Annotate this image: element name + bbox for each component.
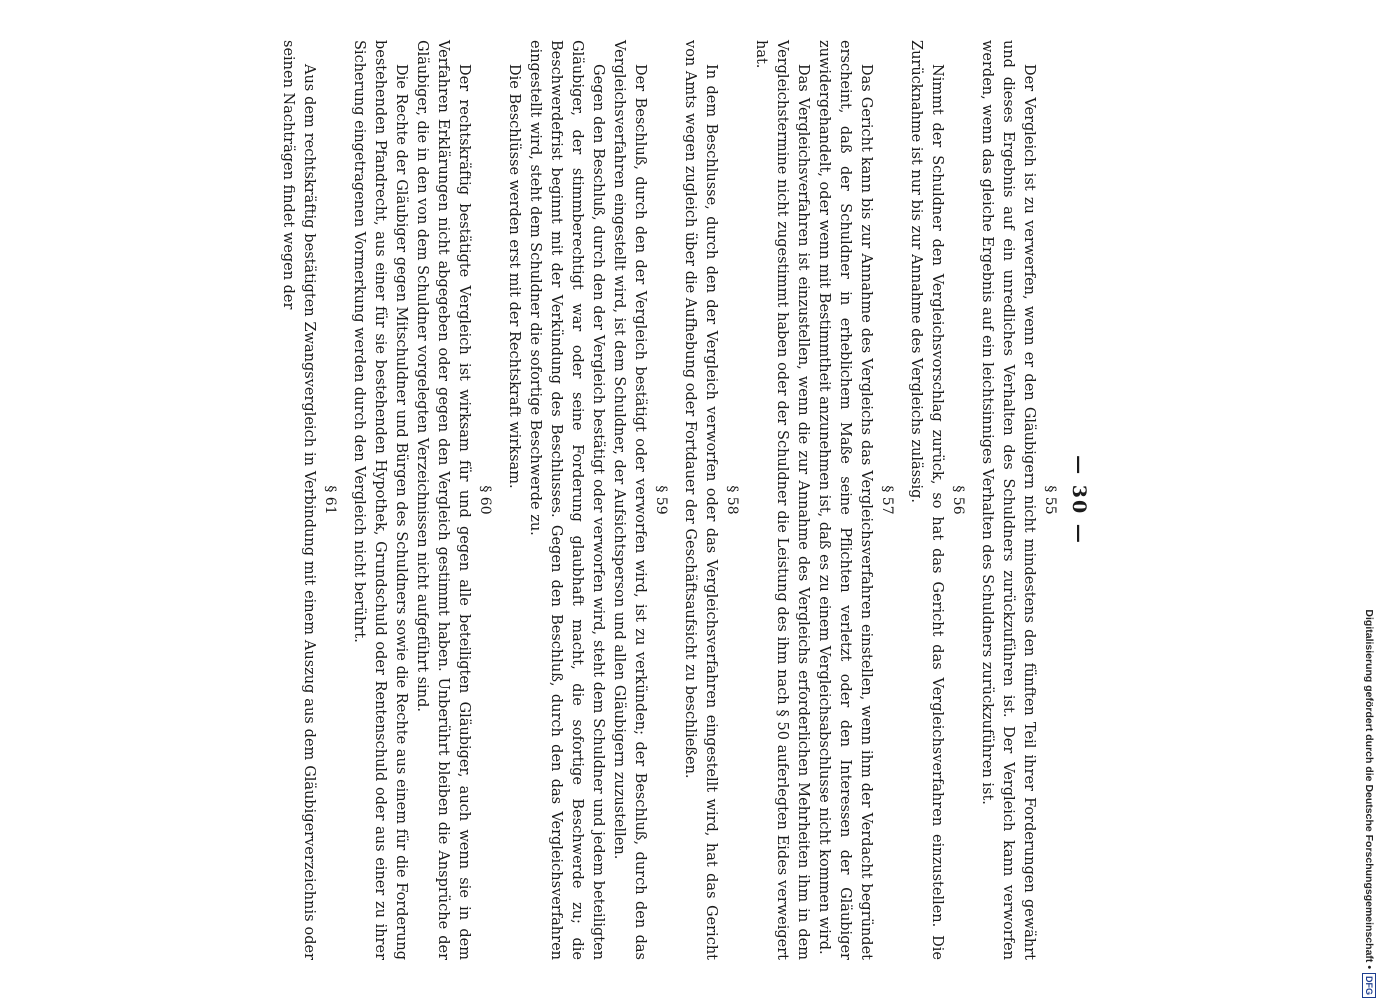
section xyxy=(976,40,1058,960)
paragraph: Nimmt der Schuldner den Vergleichsvorschlag zurück, so hat das Gericht das Vergleichsverfahren einzustellen. Die Zurücknahme ist nur bis zur Annahme des Vergleichs zulässig. xyxy=(908,40,945,960)
section-heading: § 57 xyxy=(879,485,895,515)
rotated-page xyxy=(0,40,1090,960)
dfg-logo: DFG xyxy=(1362,973,1376,998)
paragraph: Aus dem rechtskräftig bestätigten Zwangsvergleich in Verbindung mit einem Auszug aus dem Gläubigerverzeichnis oder seinen Nachträgen findet wegen der xyxy=(280,40,317,960)
paragraph: Der Vergleich ist zu verwerfen, wenn er den Gläubigern nicht mindestens den fünften Teil ihrer Forderungen gewährt und dieses Ergebnis auf ein unredliches Verhalten des Schuldners zurückzuführen ist. Der Vergleich kann verworfen werden, wenn das gleiche Ergebnis auf ein leichtsinniges Verhalten des Schuldners zurückzuführen ist. xyxy=(979,40,1037,960)
section-heading: § 55 xyxy=(1042,485,1058,515)
paragraph: Der Beschluß, durch den der Vergleich bestätigt oder verworfen wird, ist zu verkünden; der Beschluß, durch den das Vergleichsverfahren eingestellt wird, ist dem Schuldner, der Aufsichtsperson und allen Gläubigern zuzustellen. xyxy=(611,40,648,960)
section xyxy=(277,40,338,960)
section xyxy=(750,40,895,960)
section-heading: § 60 xyxy=(477,485,493,515)
stamp-text: Digitalisierung gefördert durch die Deutsche Forschungsgemeinschaft • xyxy=(1363,609,1375,969)
section-heading: § 56 xyxy=(950,485,966,515)
digitization-stamp xyxy=(1359,8,1379,998)
paragraph: Die Rechte der Gläubiger gegen Mitschuldner und Bürgen des Schuldners sowie die Rechte aus einem für die Forderung bestehenden Pfandrecht, aus einer für sie bestehenden Hypothek, Grundschuld oder Rentenschuld oder aus einer zu ihrer Sicherung eingetragenen Vormerkung werden durch den Vergleich nicht berührt. xyxy=(351,40,409,960)
section-heading: § 61 xyxy=(322,485,338,515)
page-number: — 30 — xyxy=(1068,455,1090,545)
section-heading: § 58 xyxy=(724,485,740,515)
sections-container xyxy=(277,40,1058,960)
section-heading: § 59 xyxy=(653,485,669,515)
paragraph: Der rechtskräftig bestätigte Vergleich ist wirksam für und gegen alle beteiligten Gläubiger, auch wenn sie in dem Verfahren Erklärungen nicht abgegeben oder gegen den Vergleich gestimmt haben. Unberührt bleiben die Ansprüche der Gläubiger, die in den von dem Schuldner vorgelegten Verzeichnissen nicht aufgeführt sind. xyxy=(414,40,472,960)
paragraph: Die Beschlüsse werden erst mit der Rechtskraft wirksam. xyxy=(506,64,522,489)
paragraph: Das Gericht kann bis zur Annahme des Vergleichs das Vergleichsverfahren einstellen, wenn ihm der Verdacht begründet erscheint, daß der Schuldner in erheblichem Maße seine Pflichten verletzt oder den Interessen der Gläubiger zuwidergehandelt, oder wenn mit Bestimmtheit anzunehmen ist, daß es zu einem Vergleichsabschlusse nicht kommen wird. xyxy=(816,40,874,960)
section xyxy=(905,40,966,960)
section xyxy=(679,40,740,960)
paragraph: Gegen den Beschluß, durch den der Vergleich bestätigt oder verworfen wird, steht dem Schuldner und jedem beteiligten Gläubiger, der stimmberechtigt war oder seine Forderung glaubhaft macht, die sofortige Beschwerde zu; die Beschwerdefrist beginnt mit der Verkündung des Beschlusses. Gegen den Beschluß, durch den das Vergleichsverfahren eingestellt wird, steht dem Schuldner die sofortige Beschwerde zu. xyxy=(527,40,606,960)
section xyxy=(348,40,493,960)
paragraph: In dem Beschlusse, durch den der Vergleich verworfen oder das Vergleichsverfahren eingestellt wird, hat das Gericht von Amts wegen zugleich über die Aufhebung oder Fortdauer der Geschäftsaufsicht zu beschließen. xyxy=(682,40,719,960)
section xyxy=(503,40,669,960)
paragraph: Das Vergleichsverfahren ist einzustellen, wenn die zur Annahme des Vergleichs erforderlichen Mehrheiten ihm in dem Vergleichstermine nicht zugestimmt haben oder der Schuldner die Leistung des ihm nach § 50 auferlegten Eides verweigert hat. xyxy=(753,40,811,960)
